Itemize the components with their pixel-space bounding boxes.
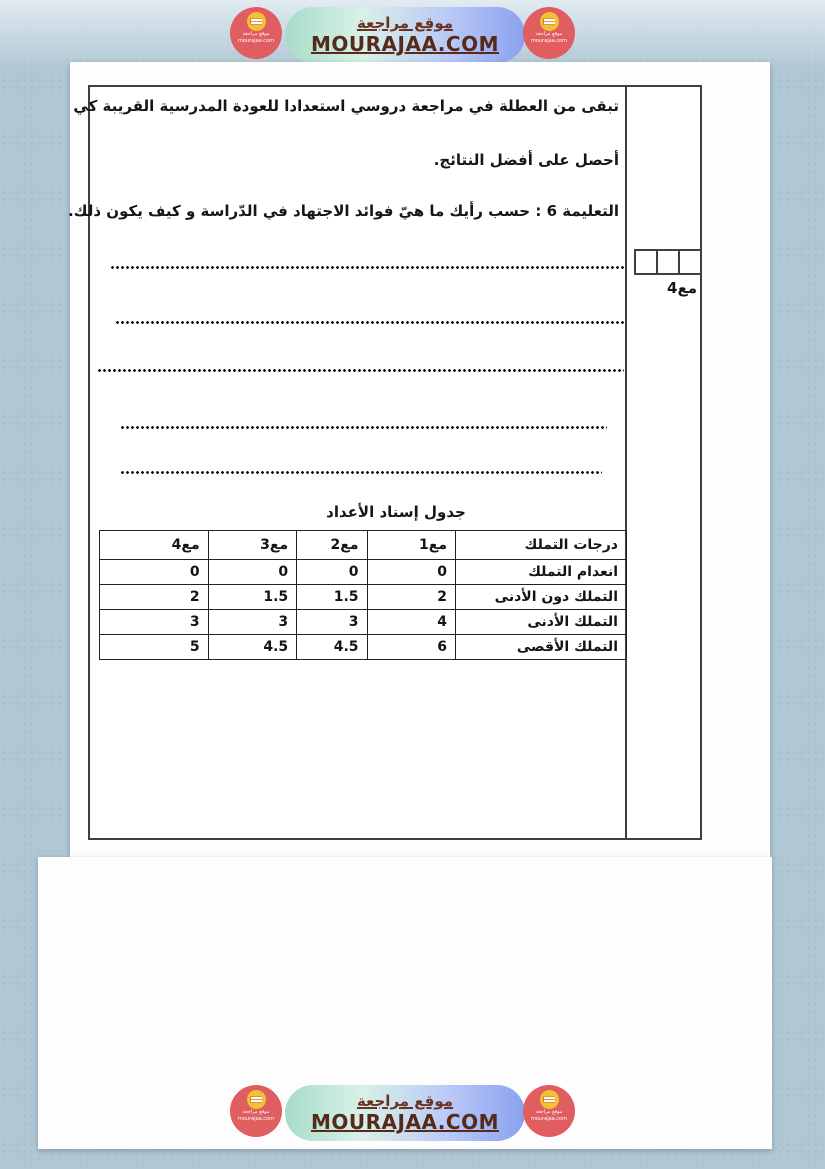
answer-dotted-line: [110, 265, 624, 270]
cell-value: 4.5: [208, 635, 297, 660]
cell-value: 0: [208, 560, 297, 585]
row-label: انعدام التملك: [456, 560, 627, 585]
criteria-label: مع4: [667, 279, 697, 297]
answer-dotted-line: [115, 320, 625, 325]
cell-value: 3: [297, 610, 367, 635]
site-link-pill[interactable]: [285, 1085, 525, 1141]
paragraph-line-2: أحصل على أفضل النتائج.: [433, 151, 619, 169]
header-crit-4: مع4: [100, 531, 209, 560]
site-domain-link[interactable]: MOURAJAA.COM: [311, 32, 499, 57]
site-link-pill[interactable]: [285, 7, 525, 63]
header-mastery-degrees: درجات التملك: [456, 531, 627, 560]
cell-value: 2: [367, 585, 456, 610]
header-crit-3: مع3: [208, 531, 297, 560]
answer-dotted-line: [97, 368, 624, 373]
badge-site-domain: mourajaa.com: [530, 37, 567, 44]
table-row: [100, 635, 627, 660]
cell-value: 0: [367, 560, 456, 585]
site-badge-top-left: [230, 7, 282, 59]
site-name-arabic[interactable]: موقع مراجعة: [356, 13, 454, 32]
document-page: [70, 62, 770, 857]
grading-table: [99, 530, 627, 660]
paragraph-line-1: تبقى من العطلة في مراجعة دروسي استعدادا للعودة المدرسية القريبة كي: [73, 97, 619, 115]
book-logo-icon: [540, 12, 559, 31]
badge-site-domain: mourajaa.com: [237, 1115, 274, 1122]
score-box: [658, 249, 680, 275]
site-domain-link[interactable]: MOURAJAA.COM: [311, 1110, 499, 1135]
cell-value: 5: [100, 635, 209, 660]
grading-margin-column: [625, 87, 704, 838]
book-logo-icon: [247, 12, 266, 31]
cell-value: 3: [100, 610, 209, 635]
content-frame: [68, 85, 702, 840]
row-label: التملك الأدنى: [456, 610, 627, 635]
cell-value: 0: [297, 560, 367, 585]
answer-dotted-line: [120, 425, 607, 430]
header-crit-1: مع1: [367, 531, 456, 560]
badge-site-name: موقع مراجعة: [242, 31, 270, 37]
site-badge-bottom-right: [523, 1085, 575, 1137]
table-row: [100, 560, 627, 585]
table-row: [100, 585, 627, 610]
badge-site-name: موقع مراجعة: [535, 31, 563, 37]
cell-value: 4: [367, 610, 456, 635]
cell-value: 2: [100, 585, 209, 610]
instruction-line: التعليمة 6 : حسب رأيك ما هيّ فوائد الاجتهاد في الدّراسة و كيف يكون ذلك.: [68, 202, 619, 220]
cell-value: 1.5: [208, 585, 297, 610]
badge-site-domain: mourajaa.com: [237, 37, 274, 44]
answer-dotted-line: [120, 470, 602, 475]
badge-site-name: موقع مراجعة: [242, 1109, 270, 1115]
site-banner-top: [0, 5, 825, 65]
site-name-arabic[interactable]: موقع مراجعة: [356, 1091, 454, 1110]
table-header-row: [100, 531, 627, 560]
site-badge-top-right: [523, 7, 575, 59]
badge-site-domain: mourajaa.com: [530, 1115, 567, 1122]
score-box: [634, 249, 658, 275]
cell-value: 4.5: [297, 635, 367, 660]
site-banner-bottom: [0, 1083, 825, 1143]
cell-value: 0: [100, 560, 209, 585]
row-label: التملك الأقصى: [456, 635, 627, 660]
site-badge-bottom-left: [230, 1085, 282, 1137]
book-logo-icon: [540, 1090, 559, 1109]
cell-value: 3: [208, 610, 297, 635]
table-title: جدول إسناد الأعداد: [326, 503, 466, 521]
score-boxes: [634, 249, 702, 275]
cell-value: 6: [367, 635, 456, 660]
header-crit-2: مع2: [297, 531, 367, 560]
badge-site-name: موقع مراجعة: [535, 1109, 563, 1115]
row-label: التملك دون الأدنى: [456, 585, 627, 610]
book-logo-icon: [247, 1090, 266, 1109]
cell-value: 1.5: [297, 585, 367, 610]
score-box: [680, 249, 702, 275]
table-row: [100, 610, 627, 635]
